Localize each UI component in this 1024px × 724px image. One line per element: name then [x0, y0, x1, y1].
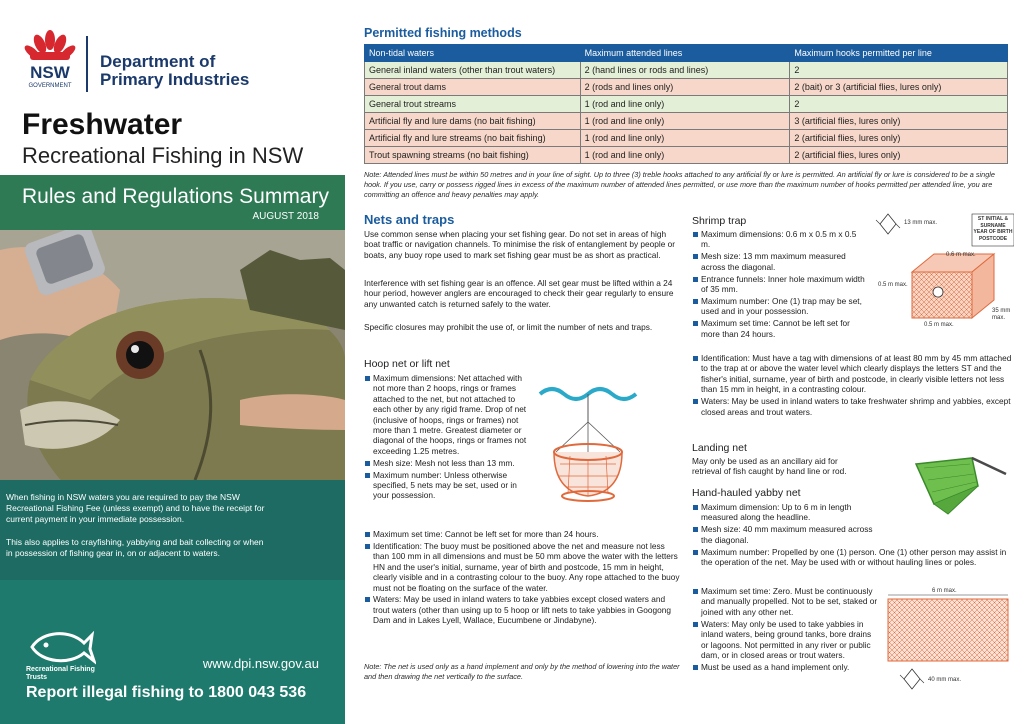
list-item: Must be used as a hand implement only. — [692, 662, 880, 672]
logo-divider — [86, 36, 88, 92]
list-item: Mesh size: 40 mm maximum measured across the diagonal. — [692, 524, 880, 545]
department-name — [100, 53, 249, 89]
yabby-net-illustration — [882, 585, 1022, 705]
table-cell: 1 (rod and line only) — [580, 130, 790, 147]
report-illegal-fishing: Report illegal fishing to 1800 043 536 — [26, 684, 307, 701]
table-cell: 1 (rod and line only) — [580, 113, 790, 130]
table-cell: 2 (rods and lines only) — [580, 79, 790, 96]
list-item: Maximum dimension: Up to 6 m in length measured along the headline. — [692, 502, 880, 523]
table-cell: Trout spawning streams (no bait fishing) — [365, 147, 581, 164]
table-cell: 1 (rod and line only) — [580, 96, 790, 113]
shrimp-tag-label: ST INITIAL & SURNAME YEAR OF BIRTH POSTCODE — [973, 216, 1013, 242]
list-item: Mesh size: 13 mm maximum measured across the diagonal. — [692, 251, 867, 272]
table-header: Maximum attended lines — [580, 45, 790, 62]
table-cell: Artificial fly and lure dams (no bait fishing) — [365, 113, 581, 130]
shrimp-trap-heading: Shrimp trap — [692, 215, 747, 227]
shrimp-trap-diagram — [874, 212, 1014, 342]
yabby-net-diagram — [882, 585, 1022, 705]
shrimp-dim-depth: 0.5 m max. — [924, 322, 954, 328]
table-row — [365, 147, 1008, 164]
yabby-dim-mesh: 40 mm max. — [928, 677, 962, 683]
table-row — [365, 130, 1008, 147]
rft-label: Recreational Fishing Trusts — [26, 666, 95, 681]
table-cell: 2 (artificial flies, lures only) — [790, 147, 1008, 164]
recreational-fishing-trusts-logo — [26, 625, 96, 667]
shrimp-dim-mesh: 13 mm max. — [904, 220, 938, 226]
rules-banner — [0, 175, 345, 230]
table-cell: General trout dams — [365, 79, 581, 96]
landing-net-illustration — [912, 456, 1008, 536]
table-header: Non-tidal waters — [365, 45, 581, 62]
nets-paragraph-3: Specific closures may prohibit the use of, or limit the number of nets and traps. — [364, 322, 653, 332]
nsw-waratah-logo — [22, 28, 78, 98]
nets-traps-heading: Nets and traps — [364, 212, 455, 227]
cover-panel — [0, 0, 345, 724]
landing-net-text: May only be used as an ancillary aid for retrieval of fish caught by hand line or rod. — [692, 456, 847, 477]
permitted-methods-heading: Permitted fishing methods — [364, 26, 522, 40]
table-cell: 3 (artificial flies, lures only) — [790, 113, 1008, 130]
shrimp-trap-list-top — [692, 229, 867, 341]
yabby-net-list-top — [692, 502, 880, 547]
hoop-net-list-bottom — [364, 529, 682, 627]
yabby-net-list-bottom — [692, 586, 880, 674]
list-item: Maximum set time: Zero. Must be continuously and manually propelled. Not to be set, staked or joined with any other net. — [692, 586, 880, 617]
list-item: Maximum number: Propelled by one (1) person. One (1) other person may assist in the operation of the net. May be used with or without hauling lines or poles. — [692, 547, 1012, 568]
landing-net-heading: Landing net — [692, 442, 747, 454]
website-link[interactable]: www.dpi.nsw.gov.au — [202, 656, 319, 671]
list-item: Maximum number: One (1) trap may be set, used and in your possession. — [692, 296, 867, 317]
yabby-dim-length: 6 m max. — [932, 588, 957, 594]
document-title: Freshwater — [22, 108, 183, 141]
nets-paragraph-1: Use common sense when placing your set fishing gear. Do not set in areas of high boat traffic or navigation channels. To minimise the risk of entanglement by people or boats, any buoy rope used to mark set fishing gear must be as short as practical. — [364, 229, 676, 260]
methods-note: Note: Attended lines must be within 50 metres and in your line of sight. Up to three (3) treble hooks attached to any artificial fly or lure is permitted. An artificial fly or lure is considered to be a single hook. If you use, carry or possess rigged lines in excess of the maximum number of attended lines permitted, or use more than the maximum number of hooks permitted per attended line, you are committing an offence and heavy penalties may apply. — [364, 170, 995, 199]
list-item: Waters: May be used in inland waters to take yabbies except closed waters and trout waters (other than using up to 5 hoop or lift nets to take yabbies in Googong Dam and in Lakes Lyell, Wallace, Eucumbene or Jindabyne). — [364, 594, 682, 625]
permitted-methods-table — [364, 44, 1008, 164]
table-cell: 2 — [790, 62, 1008, 79]
department-line1: Department of — [100, 52, 216, 71]
table-cell: 2 (artificial flies, lures only) — [790, 130, 1008, 147]
list-item: Identification: Must have a tag with dimensions of at least 80 mm by 45 mm attached to the trap at or above the water level which clearly displays the letters ST and the fisher's initial, surname, year of birth and postcode, in clearly visible letters not less than 15 mm in height, in a contrasting colour. — [692, 353, 1012, 395]
shrimp-dim-height: 0.5 m max. — [878, 282, 908, 288]
cover-footer — [0, 580, 345, 724]
fish-illustration — [0, 230, 345, 490]
list-item: Entrance funnels: Inner hole maximum width of 35 mm. — [692, 274, 867, 295]
list-item: Waters: May only be used to take yabbies in inland waters, being ground tanks, bore drains or lagoons. Not permitted in any river or public dam, or in closed areas or trout waters. — [692, 619, 880, 661]
table-row — [365, 62, 1008, 79]
table-cell: Artificial fly and lure streams (no bait fishing) — [365, 130, 581, 147]
hoop-net-note: Note: The net is used only as a hand implement and only by the method of lowering into the water and then drawing the net vertically to the surface. — [364, 662, 680, 681]
list-item: Identification: The buoy must be positioned above the net and measure not less than 100 mm in all dimensions and must be 50 mm above the water with the letters HN and the user's initial, surname, year of birth and postcode, 15 mm in height, clearly visible and in a contrasting colour to the buoy. Any rope attached to the buoy must not be floating on the surface of the water. — [364, 541, 682, 593]
table-row — [365, 96, 1008, 113]
list-item: Maximum set time: Cannot be left set for more than 24 hours. — [692, 318, 867, 339]
table-cell: General trout streams — [365, 96, 581, 113]
list-item: Mesh size: Mesh not less than 13 mm. — [364, 458, 534, 468]
table-cell: 2 (bait) or 3 (artificial flies, lures only) — [790, 79, 1008, 96]
table-row — [365, 79, 1008, 96]
list-item: Maximum set time: Cannot be left set for more than 24 hours. — [364, 529, 682, 539]
hoop-net-heading: Hoop net or lift net — [364, 358, 450, 370]
nsw-government-wordmark: GOVERNMENT — [28, 83, 72, 89]
bass-fish-photo — [0, 230, 345, 490]
shrimp-dim-width: 0.6 m max. — [946, 252, 976, 258]
publication-date: AUGUST 2018 — [252, 211, 319, 222]
department-line2: Primary Industries — [100, 70, 250, 89]
list-item: Maximum dimensions: Net attached with not more than 2 hoops, rings or frames attached to the net, but not attached to each other by any rigid frame. Drop of net (inclusive of hoops, rings or frames) not more than 1 metre. Greatest diameter or diagonal of the hoops, rings or frames not exceeding 1.25 metres. — [364, 373, 534, 456]
list-item: Maximum number: Unless otherwise specified, 5 nets may be set, used or in your possession. — [364, 470, 534, 501]
table-header: Maximum hooks permitted per line — [790, 45, 1008, 62]
shrimp-trap-list-bottom — [692, 353, 1012, 418]
table-cell: 2 — [790, 96, 1008, 113]
hoop-net-list-top — [364, 373, 534, 502]
rules-title: Rules and Regulations Summary — [22, 185, 329, 208]
table-row — [365, 113, 1008, 130]
nets-paragraph-2: Interference with set fishing gear is an offence. All set gear must be lifted within a 24 hour period, however anglers are encouraged to check their gear regularly to ensure any unwanted catch is returned safely to the water. — [364, 278, 674, 309]
hoop-net-diagram — [538, 380, 638, 510]
shrimp-dim-hole: 35 mm max. — [992, 308, 1011, 321]
header-logo-area — [0, 0, 345, 175]
table-header-row — [365, 45, 1008, 62]
table-cell: 2 (hand lines or rods and lines) — [580, 62, 790, 79]
list-item: Waters: May be used in inland waters to take freshwater shrimp and yabbies, except closed areas and trout waters. — [692, 396, 1012, 417]
document-subtitle: Recreational Fishing in NSW — [22, 143, 304, 168]
nsw-wordmark: NSW — [30, 63, 70, 82]
table-cell: 1 (rod and line only) — [580, 147, 790, 164]
licence-paragraph-1: When fishing in NSW waters you are required to pay the NSW Recreational Fishing Fee (unless exempt) and to have the receipt for current payment in your immediate possession. — [6, 492, 265, 524]
licence-notice — [0, 480, 345, 580]
list-item: Maximum dimensions: 0.6 m x 0.5 m x 0.5 m. — [692, 229, 867, 250]
yabby-net-list-middle — [692, 547, 1012, 569]
licence-paragraph-2: This also applies to crayfishing, yabbying and bait collecting or when in possession of fishing gear in, on or adjacent to waters. — [6, 537, 264, 558]
yabby-net-heading: Hand-hauled yabby net — [692, 487, 801, 499]
regulations-content — [352, 0, 1024, 724]
table-cell: General inland waters (other than trout waters) — [365, 62, 581, 79]
